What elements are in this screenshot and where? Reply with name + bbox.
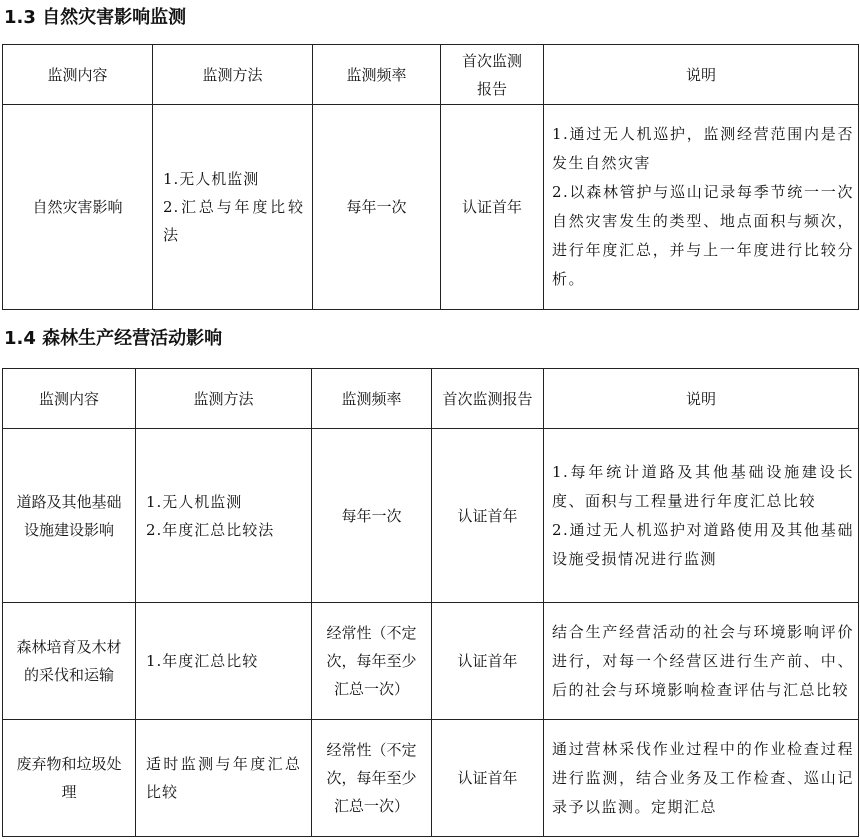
row-note	[544, 720, 859, 837]
table-header-row	[3, 369, 859, 429]
method-line: 2.汇总与年度比较法	[163, 198, 304, 244]
method-line: 1.无人机监测	[163, 170, 260, 188]
row-first-report: 认证首年	[432, 603, 544, 720]
row-content: 森林培育及木材的采伐和运输	[3, 603, 136, 720]
note-line: 1.通过无人机巡护，监测经营范围内是否发生自然灾害	[552, 125, 854, 172]
row-note	[544, 429, 859, 603]
natural-disaster-monitoring-table	[2, 44, 859, 310]
row-first-report: 认证首年	[432, 720, 544, 837]
row-method	[136, 429, 312, 603]
note-line: 2.通过无人机巡护对道路使用及其他基础设施受损情况进行监测	[552, 520, 854, 568]
row-content: 自然灾害影响	[3, 105, 153, 310]
row-content: 道路及其他基础设施建设影响	[3, 429, 136, 603]
table-row	[3, 105, 859, 310]
table-row	[3, 603, 859, 720]
row-frequency: 经常性（不定次，每年至少汇总一次）	[312, 603, 432, 720]
table-row	[3, 429, 859, 603]
header-content: 监测内容	[3, 369, 136, 429]
method-line: 1.无人机监测	[146, 492, 243, 511]
note-line: 2.以森林管护与巡山记录每季节统一一次自然灾害发生的类型、地点面积与频次，进行年度汇总，并与上一年度进行比较分析。	[552, 183, 854, 288]
row-frequency: 每年一次	[312, 429, 432, 603]
header-first-report: 首次监测报告	[432, 369, 544, 429]
note-line: 1.每年统计道路及其他基础设施建设长度、面积与工程量进行年度汇总比较	[552, 462, 854, 510]
row-frequency: 每年一次	[313, 105, 441, 310]
method-line: 适时监测与年度汇总比较	[146, 755, 301, 801]
method-line: 2.年度汇总比较法	[146, 520, 275, 539]
header-method: 监测方法	[153, 45, 313, 105]
row-first-report: 认证首年	[441, 105, 544, 310]
row-method	[153, 105, 313, 310]
row-note	[544, 105, 859, 310]
row-note	[544, 603, 859, 720]
note-line: 通过营林采伐作业过程中的作业检查过程进行监测，结合业务及工作检查、巡山记录予以监测。定期汇总	[552, 739, 854, 816]
header-frequency: 监测频率	[312, 369, 432, 429]
row-frequency: 经常性（不定次，每年至少汇总一次）	[312, 720, 432, 837]
section-heading-1-3: 1.3 自然灾害影响监测	[4, 7, 187, 28]
header-first-report: 首次监测报告	[441, 45, 544, 105]
row-method	[136, 603, 312, 720]
section-heading-1-4: 1.4 森林生产经营活动影响	[4, 328, 223, 349]
forest-operations-monitoring-table	[2, 368, 859, 837]
table-header-row	[3, 45, 859, 105]
method-line: 1.年度汇总比较	[146, 652, 259, 670]
table-row	[3, 720, 859, 837]
row-first-report: 认证首年	[432, 429, 544, 603]
row-content: 废弃物和垃圾处理	[3, 720, 136, 837]
row-method	[136, 720, 312, 837]
header-content: 监测内容	[3, 45, 153, 105]
header-note: 说明	[544, 45, 859, 105]
header-frequency: 监测频率	[313, 45, 441, 105]
header-note: 说明	[544, 369, 859, 429]
header-method: 监测方法	[136, 369, 312, 429]
note-line: 结合生产经营活动的社会与环境影响评价进行，对每一个经营区进行生产前、中、后的社会与环境影响检查评估与汇总比较	[552, 622, 854, 699]
